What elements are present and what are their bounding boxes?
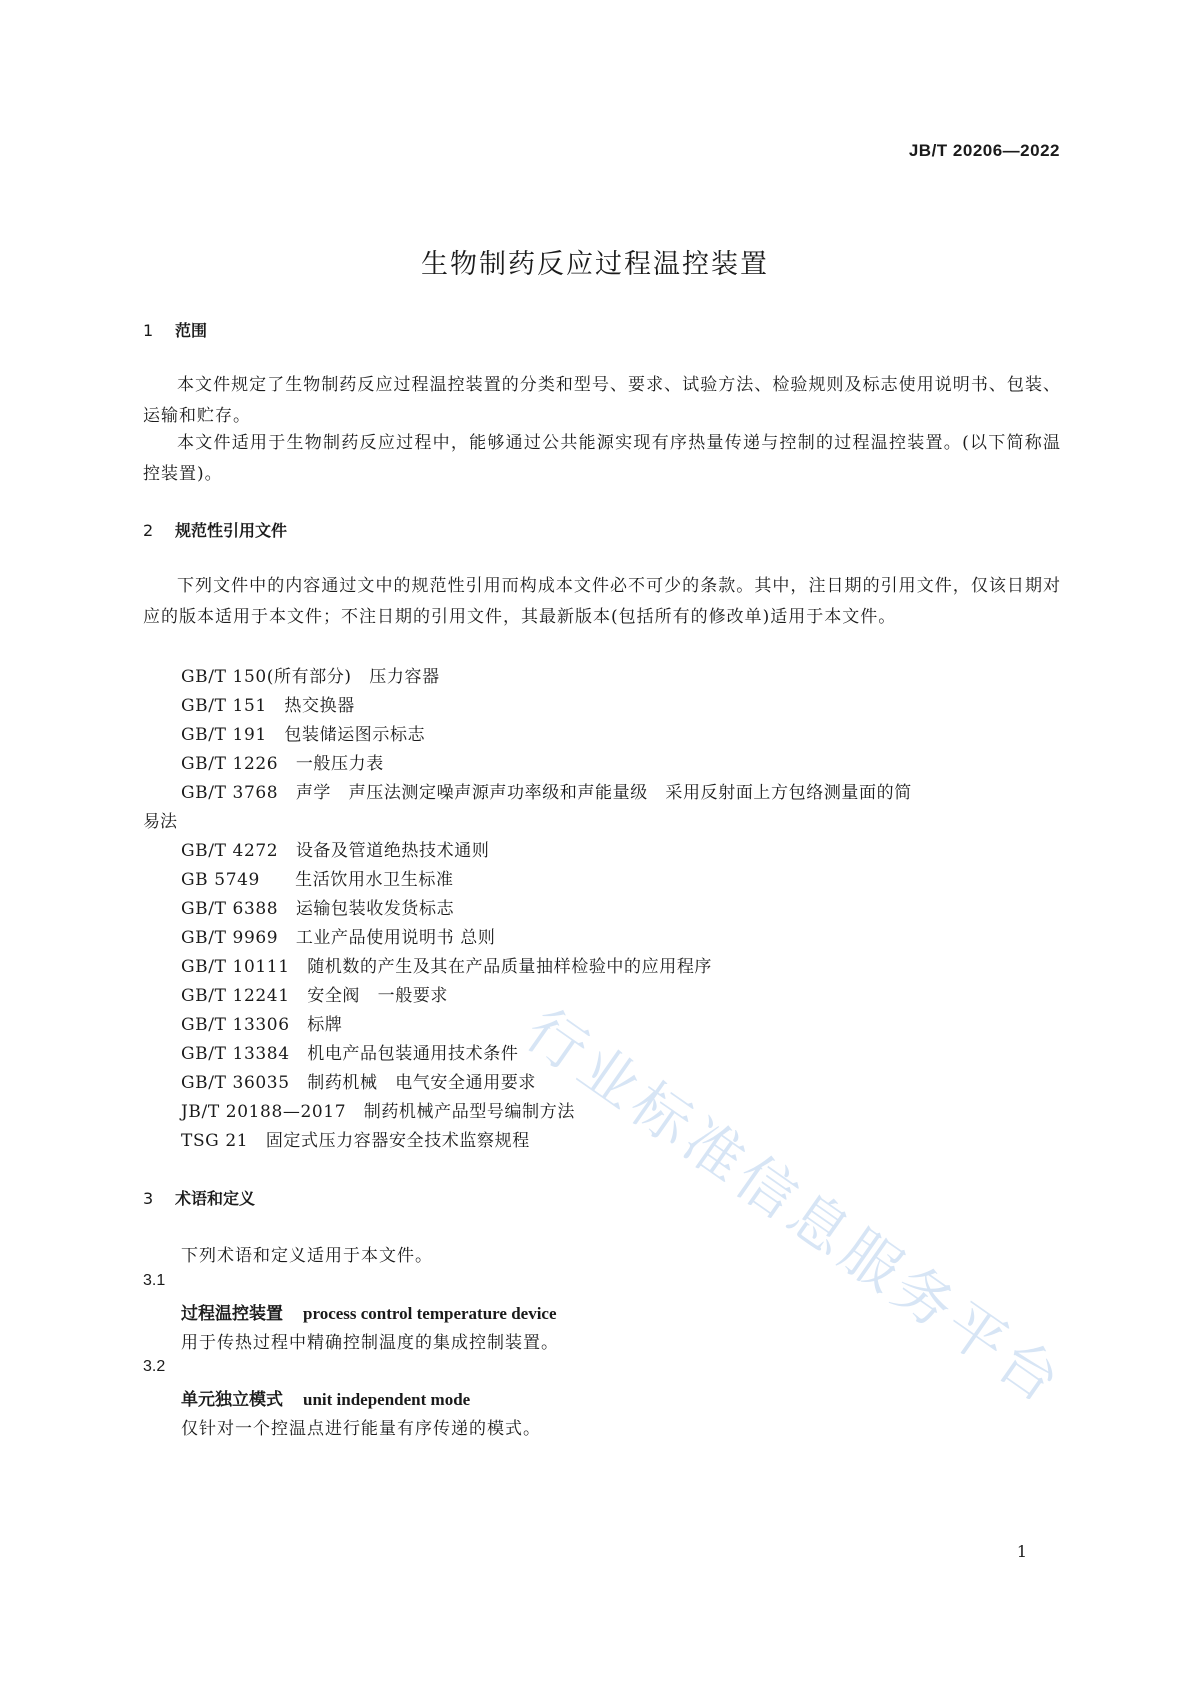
reference-name: 压力容器 <box>369 667 440 687</box>
reference-name: 工业产品使用说明书 总则 <box>295 928 496 948</box>
reference-name: 标牌 <box>307 1015 343 1035</box>
reference-item <box>181 865 454 890</box>
reference-item <box>181 1010 342 1035</box>
reference-name: 一般压力表 <box>295 754 384 774</box>
reference-item <box>181 1039 518 1064</box>
reference-code: TSG 21 <box>181 1131 249 1151</box>
reference-code: GB/T 13306 <box>181 1015 290 1035</box>
reference-code: GB/T 36035 <box>181 1073 290 1093</box>
term-entry <box>181 1299 557 1324</box>
reference-item <box>181 691 355 716</box>
reference-code: GB/T 12241 <box>181 986 290 1006</box>
reference-item <box>181 1097 575 1122</box>
document-title: 生物制药反应过程温控装置 <box>421 249 769 280</box>
reference-name: 随机数的产生及其在产品质量抽样检验中的应用程序 <box>307 957 713 977</box>
reference-item <box>181 1068 536 1093</box>
reference-code: GB/T 9969 <box>181 928 279 948</box>
reference-name: 设备及管道绝热技术通则 <box>295 841 490 861</box>
reference-item <box>181 981 448 1006</box>
scope-paragraph-2: 本文件适用于生物制药反应过程中，能够通过公共能源实现有序热量传递与控制的过程温控装置。(以下简称温控装置)。 <box>143 433 1061 484</box>
scope-paragraph-1: 本文件规定了生物制药反应过程温控装置的分类和型号、要求、试验方法、检验规则及标志使用说明书、包装、运输和贮存。 <box>143 375 1061 426</box>
terms-intro: 下列术语和定义适用于本文件。 <box>181 1246 433 1266</box>
reference-name: 机电产品包装通用技术条件 <box>307 1044 519 1064</box>
references-intro: 下列文件中的内容通过文中的规范性引用而构成本文件必不可少的条款。其中，注日期的引用文件，仅该日期对应的版本适用于本文件；不注日期的引用文件，其最新版本(包括所有的修改单)适用于本文件。 <box>143 576 1061 627</box>
section-number: 1 <box>143 321 154 340</box>
section-title: 范围 <box>175 321 208 340</box>
reference-item <box>181 749 384 774</box>
reference-item <box>181 720 425 745</box>
reference-code: GB/T 150(所有部分) <box>181 667 352 687</box>
reference-item <box>181 836 489 861</box>
page-number: 1 <box>1016 1542 1027 1561</box>
term-definition: 用于传热过程中精确控制温度的集成控制装置。 <box>181 1333 559 1353</box>
section-3-heading <box>143 1186 255 1209</box>
reference-name: 生活饮用水卫生标准 <box>295 870 454 890</box>
reference-code: GB/T 151 <box>181 696 267 716</box>
reference-code: GB/T 191 <box>181 725 267 745</box>
reference-code: GB 5749 <box>181 870 260 890</box>
term-english: process control temperature device <box>303 1304 557 1323</box>
watermark: 行业标准信息服务平台 <box>513 995 1077 1419</box>
reference-item <box>181 952 712 977</box>
reference-code: GB/T 1226 <box>181 754 279 774</box>
reference-name: 固定式压力容器安全技术监察规程 <box>265 1131 530 1151</box>
reference-code: GB/T 13384 <box>181 1044 290 1064</box>
term-definition: 仅针对一个控温点进行能量有序传递的模式。 <box>181 1419 541 1439</box>
term-entry <box>181 1385 470 1410</box>
term-english: unit independent mode <box>303 1390 471 1409</box>
section-number: 2 <box>143 521 154 540</box>
section-title: 术语和定义 <box>175 1189 256 1208</box>
term-chinese: 过程温控装置 <box>181 1304 283 1324</box>
clause-number: 3.2 <box>143 1358 166 1375</box>
reference-item <box>181 923 495 948</box>
section-number: 3 <box>143 1189 154 1208</box>
reference-item <box>181 662 440 687</box>
standard-code: JB/T 20206—2022 <box>908 141 1060 160</box>
reference-name: 制药机械产品型号编制方法 <box>363 1102 575 1122</box>
section-1-heading <box>143 318 207 341</box>
section-title: 规范性引用文件 <box>175 521 288 540</box>
reference-item <box>181 1126 530 1151</box>
reference-code: GB/T 6388 <box>181 899 279 919</box>
reference-code: GB/T 4272 <box>181 841 279 861</box>
reference-name: 制药机械 电气安全通用要求 <box>307 1073 537 1093</box>
reference-item <box>181 894 454 919</box>
reference-name: 声学 声压法测定噪声源声功率级和声能量级 采用反射面上方包络测量面的简 <box>295 783 912 803</box>
reference-code: JB/T 20188—2017 <box>181 1102 347 1122</box>
reference-item <box>181 778 912 803</box>
reference-name: 运输包装收发货标志 <box>295 899 455 919</box>
clause-number: 3.1 <box>143 1272 166 1289</box>
reference-name: 包装储运图示标志 <box>284 725 426 745</box>
reference-continuation: 易法 <box>143 812 177 832</box>
reference-name: 热交换器 <box>284 696 355 716</box>
reference-code: GB/T 10111 <box>181 957 290 977</box>
section-2-heading <box>143 518 287 541</box>
term-chinese: 单元独立模式 <box>181 1390 283 1410</box>
reference-code: GB/T 3768 <box>181 783 279 803</box>
reference-name: 安全阀 一般要求 <box>307 986 449 1006</box>
